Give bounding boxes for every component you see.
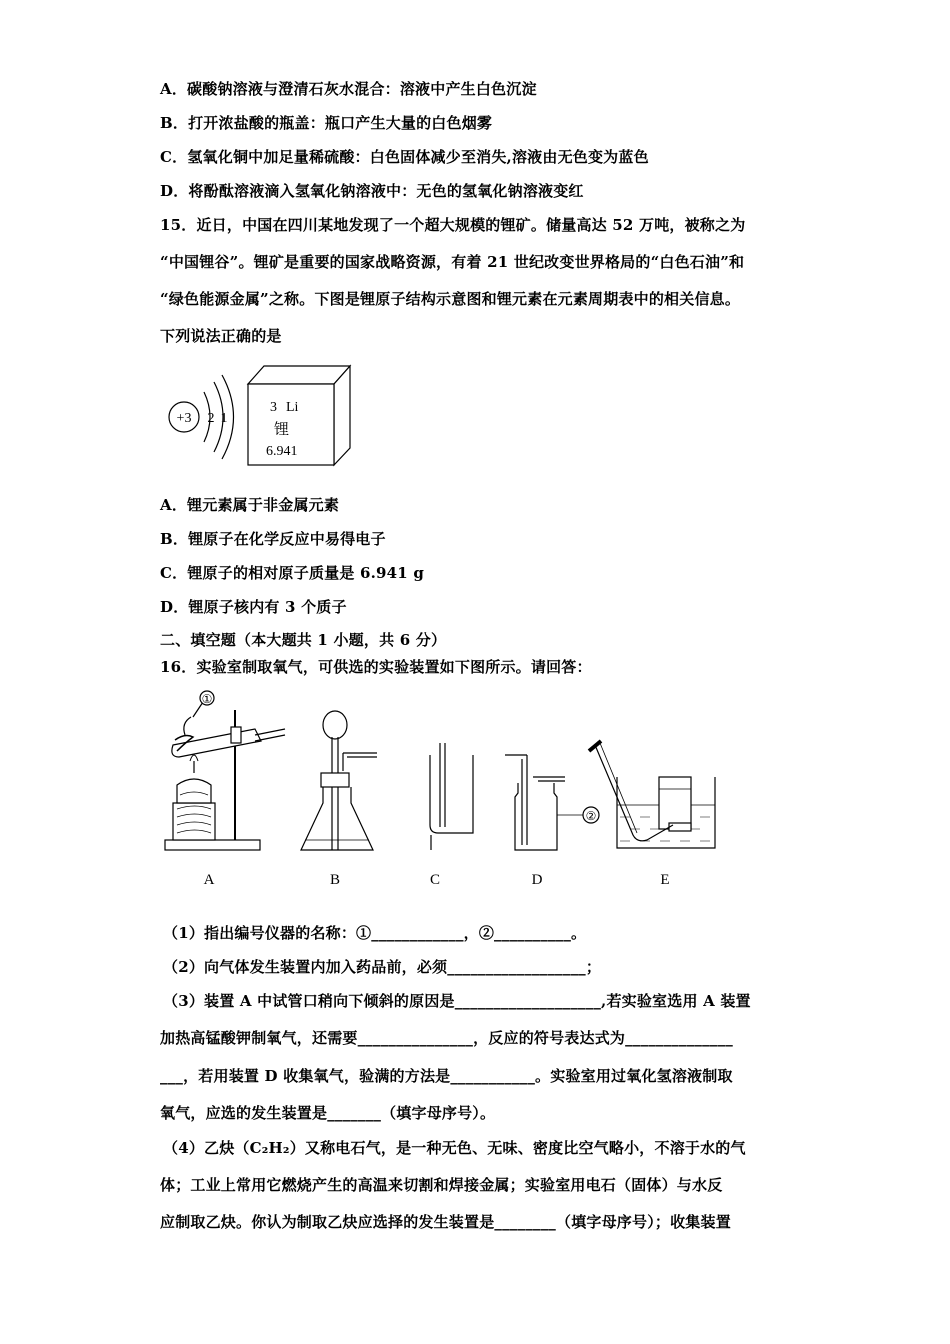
section-heading: 二、填空题（本大题共 1 小题，共 6 分） <box>160 631 447 649</box>
label-d: D <box>531 872 543 888</box>
q16-part-1: （1）指出编号仪器的名称：①____________，②__________。 <box>163 924 587 942</box>
element-symbol: Li <box>286 400 299 415</box>
q16-part-4-line-2: 体；工业上常用它燃烧产生的高温来切割和焊接金属；实验室用电石（固体）与水反 <box>160 1176 723 1194</box>
q16-intro: 16．实验室制取氧气，可供选的实验装置如下图所示。请回答： <box>160 658 592 676</box>
q15-option-b: B．锂原子在化学反应中易得电子 <box>160 530 386 548</box>
label-a: A <box>203 872 215 888</box>
q16-part-3-line-2: 加热高锰酸钾制氧气，还需要_______________，反应的符号表达式为______________ <box>160 1029 733 1047</box>
element-name: 锂 <box>274 422 290 438</box>
lithium-element-card <box>240 362 355 467</box>
q15-option-d: D．锂原子核内有 3 个质子 <box>160 598 347 616</box>
q16-part-3-line-1: （3）装置 A 中试管口稍向下倾斜的原因是___________________,若实验室选用 A 装置 <box>163 992 751 1010</box>
shell-1-electrons: 2 <box>207 411 215 426</box>
q16-part-2: （2）向气体发生装置内加入药品前，必须__________________； <box>163 958 602 976</box>
marker-1: ① <box>201 692 213 706</box>
q14-option-d: D．将酚酞溶液滴入氢氧化钠溶液中：无色的氢氧化钠溶液变红 <box>160 182 584 200</box>
label-c: C <box>429 872 441 888</box>
label-b: B <box>329 872 341 888</box>
nucleus-charge: +3 <box>176 411 192 426</box>
element-atomic-number: 3 <box>270 400 277 415</box>
label-e: E <box>660 872 670 888</box>
apparatus-b <box>301 711 377 850</box>
lithium-atom-diagram <box>160 370 250 465</box>
q15-option-c: C．锂原子的相对原子质量是 6.941 g <box>160 564 425 582</box>
q16-part-3-line-4: 氧气，应选的发生装置是_______（填字母序号）。 <box>160 1104 496 1122</box>
marker-2: ② <box>585 809 597 823</box>
q14-option-b: B．打开浓盐酸的瓶盖：瓶口产生大量的白色烟雾 <box>160 114 493 132</box>
shell-2-electrons: 1 <box>220 411 228 426</box>
apparatus-c <box>430 743 473 850</box>
q14-option-a: A．碳酸钠溶液与澄清石灰水混合：溶液中产生白色沉淀 <box>160 80 537 98</box>
q15-stem-line-1: 15．近日，中国在四川某地发现了一个超大规模的锂矿。储量高达 52 万吨，被称之为 <box>160 216 746 234</box>
q16-part-3-line-3: ___，若用装置 D 收集氧气，验满的方法是___________。实验室用过氧化氢溶液制取 <box>160 1067 733 1085</box>
q15-stem-line-2: “中国锂谷”。锂矿是重要的国家战略资源，有着 21 世纪改变世界格局的“白色石油”和 <box>160 253 745 271</box>
apparatus-a <box>165 691 285 850</box>
q14-option-c: C．氢氧化铜中加足量稀硫酸：白色固体减少至消失,溶液由无色变为蓝色 <box>160 148 649 166</box>
q15-stem-line-4: 下列说法正确的是 <box>160 327 282 345</box>
lab-apparatus-figure <box>155 685 735 895</box>
q15-stem-line-3: “绿色能源金属”之称。下图是锂原子结构示意图和锂元素在元素周期表中的相关信息。 <box>160 290 741 308</box>
element-atomic-mass: 6.941 <box>266 444 298 459</box>
apparatus-e <box>589 741 715 848</box>
apparatus-d <box>505 755 599 850</box>
q16-part-4-line-3: 应制取乙炔。你认为制取乙炔应选择的发生装置是________（填字母序号）；收集装置 <box>160 1213 731 1231</box>
q16-part-4-line-1: （4）乙炔（C₂H₂）又称电石气，是一种无色、无味、密度比空气略小，不溶于水的气 <box>163 1139 746 1157</box>
q15-option-a: A．锂元素属于非金属元素 <box>160 496 340 514</box>
